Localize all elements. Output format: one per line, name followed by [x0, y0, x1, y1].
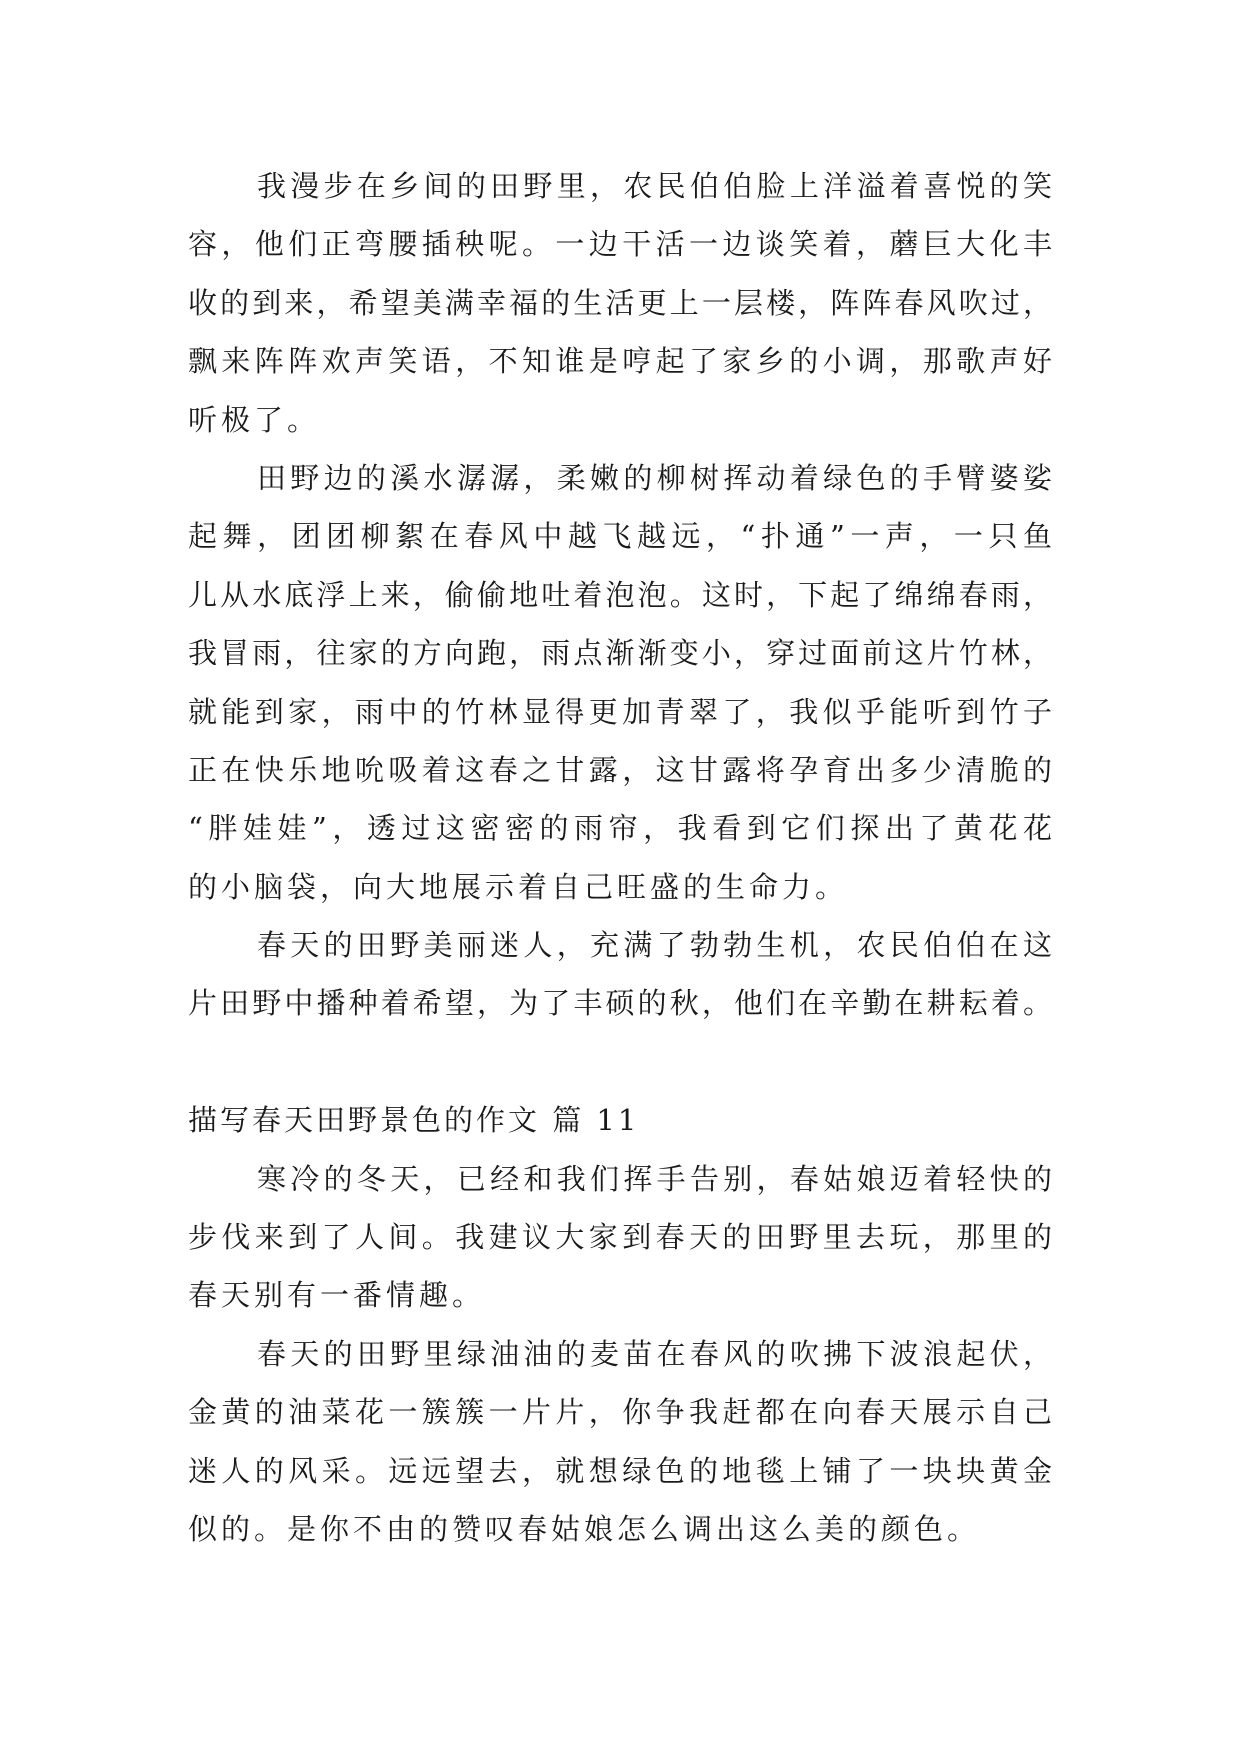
blank-line — [188, 1033, 1052, 1091]
paragraph — [188, 1325, 1052, 1559]
paragraph-line: 容，他们正弯腰插秧呢。一边干活一边谈笑着，蘑巨大化丰 — [188, 227, 1052, 262]
paragraph-line: 的小脑袋，向大地展示着自己旺盛的生命力。 — [188, 869, 849, 904]
paragraph-line: 起舞，团团柳絮在春风中越飞越远，“扑通”一声，一只鱼 — [188, 519, 1052, 554]
paragraph — [188, 157, 1052, 449]
paragraph-line: 似的。是你不由的赞叹春姑娘怎么调出这么美的颜色。 — [188, 1511, 981, 1546]
paragraph — [188, 916, 1052, 1033]
paragraph-line: 收的到来，希望美满幸福的生活更上一层楼，阵阵春风吹过， — [188, 285, 1052, 320]
paragraph-line: 片田野中播种着希望，为了丰硕的秋，他们在辛勤在耕耘着。 — [188, 986, 1052, 1021]
document-body — [188, 157, 1052, 1558]
paragraph-line: 正在快乐地吮吸着这春之甘露，这甘露将孕育出多少清脆的 — [188, 752, 1052, 787]
paragraph-line: 寒冷的冬天，已经和我们挥手告别，春姑娘迈着轻快的 — [257, 1161, 1052, 1196]
paragraph-line: 迷人的风采。远远望去，就想绿色的地毯上铺了一块块黄金 — [188, 1453, 1052, 1488]
essay-heading: 描写春天田野景色的作文 篇 11 — [188, 1103, 640, 1138]
paragraph-line: 儿从水底浮上来，偷偷地吐着泡泡。这时，下起了绵绵春雨， — [188, 577, 1052, 612]
paragraph-line: 飘来阵阵欢声笑语，不知谁是哼起了家乡的小调，那歌声好 — [188, 344, 1052, 379]
paragraph-line: 我漫步在乡间的田野里，农民伯伯脸上洋溢着喜悦的笑 — [257, 169, 1052, 203]
paragraph-line: 春天的田野美丽迷人，充满了勃勃生机，农民伯伯在这 — [257, 928, 1052, 963]
paragraph-line: 春天的田野里绿油油的麦苗在春风的吹拂下波浪起伏， — [257, 1336, 1052, 1371]
paragraph-line: 听极了。 — [188, 402, 321, 437]
paragraph — [188, 1150, 1052, 1325]
paragraph-line: “胖娃娃”，透过这密密的雨帘，我看到它们探出了黄花花 — [188, 811, 1052, 846]
paragraph-line: 金黄的油菜花一簇簇一片片，你争我赶都在向春天展示自己 — [188, 1395, 1052, 1430]
paragraph-line: 田野边的溪水潺潺，柔嫩的柳树挥动着绿色的手臂婆娑 — [257, 460, 1052, 495]
paragraph-line: 步伐来到了人间。我建议大家到春天的田野里去玩，那里的 — [188, 1220, 1052, 1255]
paragraph-line: 我冒雨，往家的方向跑，雨点渐渐变小，穿过面前这片竹林， — [188, 636, 1052, 671]
paragraph — [188, 449, 1052, 916]
paragraph-line: 春天别有一番情趣。 — [188, 1278, 486, 1313]
paragraph-line: 就能到家，雨中的竹林显得更加青翠了，我似乎能听到竹子 — [188, 694, 1052, 729]
